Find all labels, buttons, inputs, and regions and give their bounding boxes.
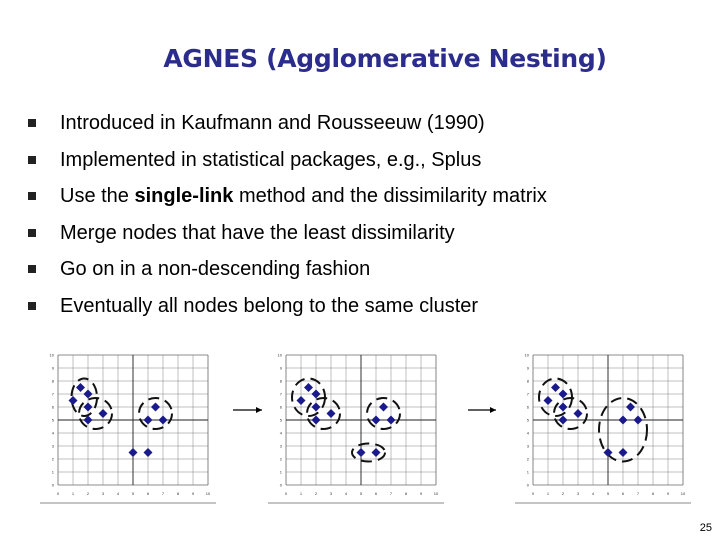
data-point [559,403,568,412]
bullet-text: method and the dissimilarity matrix [233,185,547,207]
data-point [604,448,613,457]
y-tick-label: 0 [526,482,529,488]
x-tick-label: 4 [591,491,595,496]
y-tick-label: 4 [51,430,54,436]
scatter-panel-step-1 [40,353,216,504]
data-point [357,448,366,457]
bullet-item [28,148,547,185]
x-tick-label: 10 [433,491,439,496]
cluster-figures [0,340,720,510]
bullet-text: Implemented in statistical packages, e.g., Splus [60,148,482,171]
bullet-list [28,111,547,330]
y-tick-label: 1 [526,469,529,475]
y-tick-label: 5 [526,417,529,423]
x-tick-label: 2 [86,491,90,496]
x-tick-label: 5 [606,491,610,496]
y-tick-label: 8 [279,378,282,384]
y-tick-label: 7 [526,391,529,397]
y-tick-label: 3 [279,443,282,449]
x-tick-label: 8 [404,491,408,496]
x-tick-label: 2 [561,491,565,496]
x-tick-label: 4 [116,491,120,496]
y-tick-label: 2 [279,456,282,462]
data-point [312,403,321,412]
square-bullet-icon [28,192,36,200]
x-tick-label: 7 [161,491,165,496]
data-point [574,409,583,418]
data-point [372,448,381,457]
x-tick-label: 1 [546,491,550,496]
data-point [559,416,568,425]
square-bullet-icon [28,229,36,237]
y-tick-label: 0 [51,482,54,488]
bullet-text: Go on in a non-descending fashion [60,258,371,280]
scatter-panel-step-2 [268,353,444,504]
bullet-text: Introduced in Kaufmann and Rousseeuw (1990) [60,112,485,134]
y-tick-label: 0 [279,482,282,488]
y-tick-label: 10 [49,352,54,358]
y-tick-label: 6 [526,404,529,410]
y-tick-label: 3 [51,443,54,449]
x-tick-label: 3 [101,491,105,496]
x-tick-label: 5 [359,491,363,496]
data-point [159,416,168,425]
x-tick-label: 5 [131,491,135,496]
x-tick-label: 6 [146,491,150,496]
data-point [312,390,321,399]
y-tick-label: 2 [526,456,529,462]
bullet-bold-text: single-link [134,185,234,207]
data-point [312,416,321,425]
data-point [379,403,388,412]
data-point [84,390,93,399]
x-tick-label: 0 [56,491,60,496]
data-point [151,403,160,412]
y-tick-label: 3 [526,443,529,449]
data-point [372,416,381,425]
x-tick-label: 6 [374,491,378,496]
bullet-text: Merge nodes that have the least dissimilarity [60,221,455,244]
arrow-icon [256,407,262,413]
y-tick-label: 8 [526,378,529,384]
data-point [634,416,643,425]
page-number: 25 [699,522,712,534]
y-tick-label: 5 [279,417,282,423]
y-tick-label: 6 [279,404,282,410]
y-tick-label: 9 [279,365,282,371]
data-point [129,448,138,457]
bullet-text: Use the [60,185,135,207]
y-tick-label: 7 [279,391,282,397]
scatter-panel-step-3 [515,353,691,504]
x-tick-label: 0 [531,491,535,496]
x-tick-label: 10 [205,491,211,496]
data-point [327,409,336,418]
x-tick-label: 10 [680,491,686,496]
x-tick-label: 9 [191,491,195,496]
y-tick-label: 2 [51,456,54,462]
data-point [84,403,93,412]
y-tick-label: 10 [277,352,282,358]
data-point [619,448,628,457]
x-tick-label: 1 [299,491,303,496]
x-tick-label: 2 [314,491,318,496]
bullet-text: Eventually all nodes belong to the same cluster [60,294,479,317]
x-tick-label: 0 [284,491,288,496]
square-bullet-icon [28,119,36,127]
x-tick-label: 8 [176,491,180,496]
square-bullet-icon [28,265,36,273]
data-point [144,448,153,457]
y-tick-label: 5 [51,417,54,423]
data-point [69,396,78,405]
data-point [544,396,553,405]
data-point [99,409,108,418]
data-point [297,396,306,405]
data-point [559,390,568,399]
x-tick-label: 1 [71,491,75,496]
x-tick-label: 7 [389,491,393,496]
bullet-item [28,111,547,148]
bullet-item [28,221,547,258]
slide-title: AGNES (Agglomerative Nesting) [163,44,607,73]
y-tick-label: 9 [526,365,529,371]
x-tick-label: 9 [419,491,423,496]
bullet-item [28,294,547,331]
data-point [619,416,628,425]
x-tick-label: 7 [636,491,640,496]
x-tick-label: 6 [621,491,625,496]
data-point [551,383,560,392]
y-tick-label: 4 [279,430,282,436]
y-tick-label: 10 [524,352,529,358]
y-tick-label: 9 [51,365,54,371]
bullet-item [28,184,547,221]
x-tick-label: 8 [651,491,655,496]
y-tick-label: 8 [51,378,54,384]
data-point [304,383,313,392]
x-tick-label: 4 [344,491,348,496]
x-tick-label: 3 [576,491,580,496]
square-bullet-icon [28,302,36,310]
arrow-icon [490,407,496,413]
y-tick-label: 6 [51,404,54,410]
y-tick-label: 7 [51,391,54,397]
data-point [626,403,635,412]
x-tick-label: 3 [329,491,333,496]
y-tick-label: 1 [51,469,54,475]
x-tick-label: 9 [666,491,670,496]
y-tick-label: 4 [526,430,529,436]
square-bullet-icon [28,156,36,164]
data-point [387,416,396,425]
data-point [76,383,85,392]
bullet-item [28,257,547,294]
y-tick-label: 1 [279,469,282,475]
data-point [144,416,153,425]
